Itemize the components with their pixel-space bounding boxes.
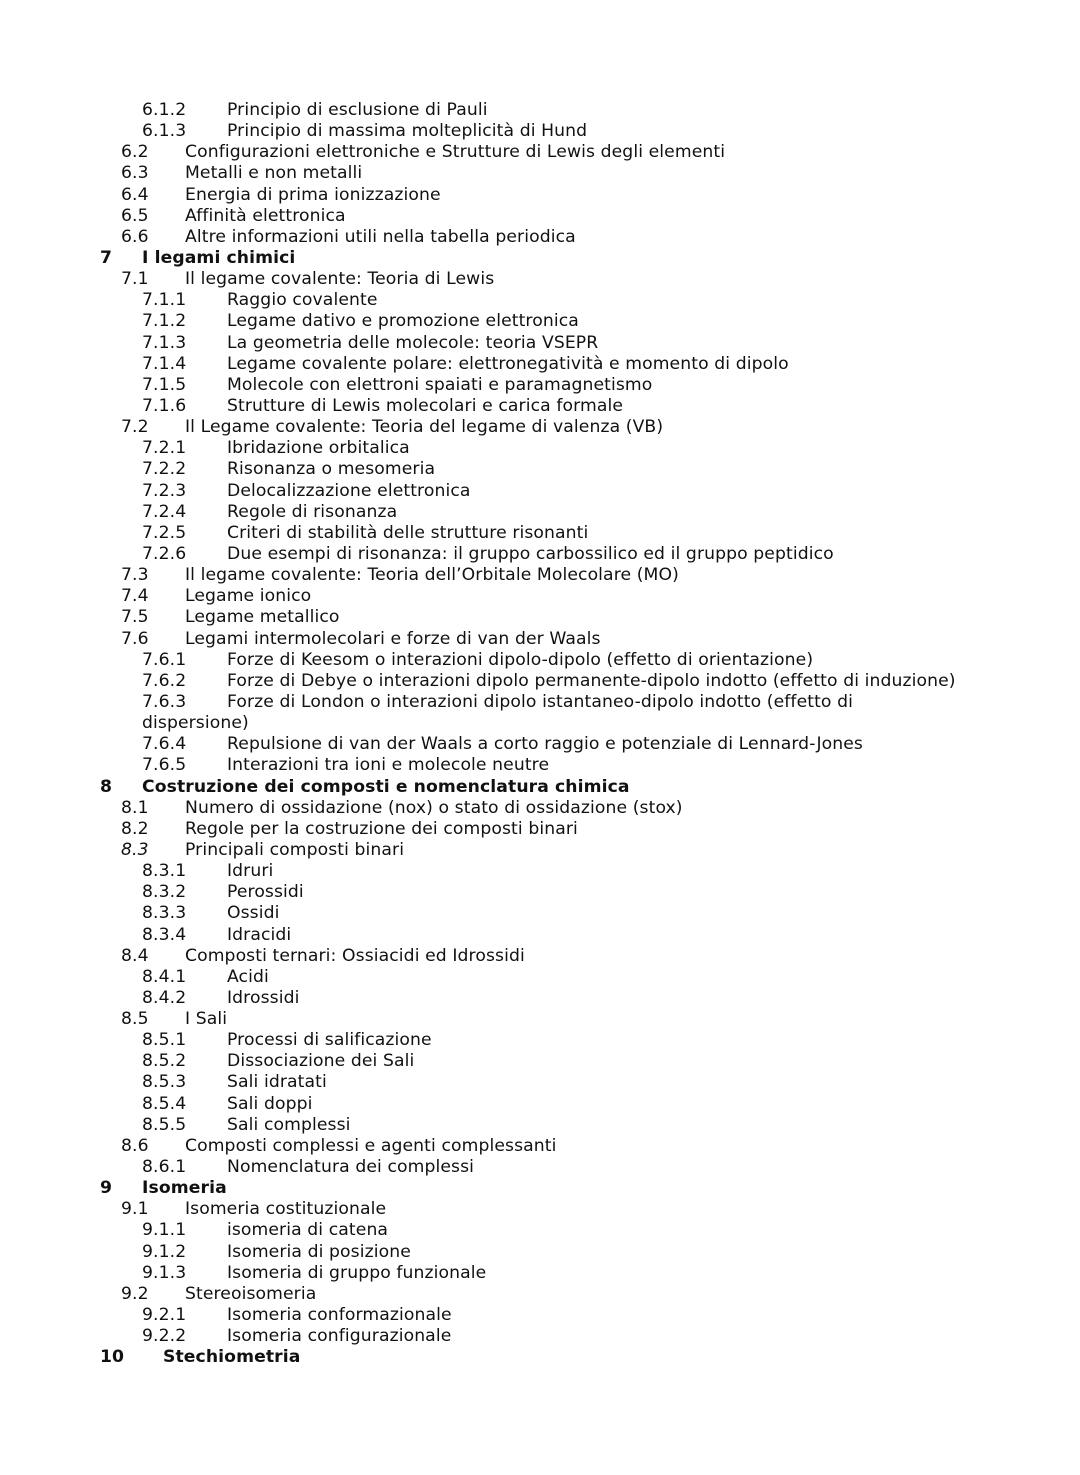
toc-entry-title: Metalli e non metalli (185, 163, 363, 184)
toc-subsection[interactable] (100, 481, 1000, 502)
toc-subsection[interactable] (100, 1157, 1000, 1178)
toc-entry-number: 7.1.6 (142, 395, 187, 416)
toc-entry-number: 7.1.2 (142, 311, 187, 332)
toc-entry-title: Idracidi (227, 924, 292, 945)
toc-entry-title: Energia di prima ionizzazione (185, 184, 441, 205)
toc-entry-number: 8.4 (121, 945, 149, 966)
toc-entry-number: 8.5.5 (142, 1114, 187, 1135)
toc-subsection[interactable] (100, 650, 1000, 671)
toc-section[interactable] (100, 607, 1000, 628)
toc-entry-number: 8.3 (121, 839, 149, 860)
toc-entry-title: Principali composti binari (185, 839, 405, 860)
toc-subsection[interactable] (100, 100, 1000, 121)
toc-entry-title: Affinità elettronica (185, 205, 346, 226)
toc-entry-title: Configurazioni elettroniche e Strutture di Lewis degli elementi (185, 142, 726, 163)
toc-entry-title: Ibridazione orbitalica (227, 438, 410, 459)
toc-entry-number: 7 (100, 247, 113, 268)
toc-section[interactable] (100, 629, 1000, 650)
toc-entry-title: Ossidi (227, 903, 280, 924)
toc-entry-title: Principio di massima molteplicità di Hund (227, 121, 588, 142)
toc-entry-number: 7.2.1 (142, 438, 187, 459)
toc-entry-title: Dissociazione dei Sali (227, 1051, 415, 1072)
toc-subsection[interactable] (100, 1242, 1000, 1263)
toc-section[interactable] (100, 1136, 1000, 1157)
toc-subsection[interactable] (100, 903, 1000, 924)
toc-subsection[interactable] (100, 375, 1000, 396)
toc-entry-number: 9.2.2 (142, 1326, 187, 1347)
toc-entry-number: 8.5.3 (142, 1072, 187, 1093)
toc-entry-title: Il Legame covalente: Teoria del legame di valenza (VB) (185, 417, 664, 438)
toc-subsection[interactable] (100, 1115, 1000, 1136)
toc-entry-number: 8.5.2 (142, 1051, 187, 1072)
toc-entry-title: Legami intermolecolari e forze di van der Waals (185, 628, 601, 649)
toc-section[interactable] (100, 1009, 1000, 1030)
toc-entry-number: 6.3 (121, 163, 149, 184)
toc-entry-title: Processi di salificazione (227, 1030, 432, 1051)
toc-entry-title: Molecole con elettroni spaiati e paramagnetismo (227, 374, 653, 395)
toc-entry-number: 7.1.3 (142, 332, 187, 353)
toc-entry-title: Interazioni tra ioni e molecole neutre (227, 755, 550, 776)
toc-chapter[interactable] (100, 1178, 1000, 1199)
toc-entry-title: Stereoisomeria (185, 1283, 317, 1304)
toc-entry-number: 7.2.4 (142, 501, 187, 522)
toc-entry-title: Costruzione dei composti e nomenclatura chimica (142, 776, 630, 797)
toc-subsection[interactable] (100, 1305, 1000, 1326)
toc-subsection[interactable] (100, 121, 1000, 142)
toc-subsection[interactable] (100, 396, 1000, 417)
toc-subsection[interactable] (100, 1094, 1000, 1115)
toc-subsection[interactable] (100, 1220, 1000, 1241)
toc-section[interactable] (100, 586, 1000, 607)
toc-entry-number: 8.6.1 (142, 1157, 187, 1178)
toc-entry-title: Nomenclatura dei complessi (227, 1157, 475, 1178)
toc-entry-title: Il legame covalente: Teoria di Lewis (185, 269, 495, 290)
toc-section[interactable] (100, 163, 1000, 184)
toc-entry-title: Forze di London o interazioni dipolo istantaneo-dipolo indotto (effetto di (227, 691, 853, 712)
toc-section[interactable] (100, 206, 1000, 227)
toc-entry-number: 8.5.4 (142, 1093, 187, 1114)
toc-entry-number: 7.2.6 (142, 543, 187, 564)
toc-subsection[interactable] (100, 438, 1000, 459)
toc-subsection[interactable] (100, 311, 1000, 332)
toc-entry-title: Raggio covalente (227, 290, 378, 311)
toc-entry-number: 8.6 (121, 1135, 149, 1156)
toc-entry-number: 7.2.5 (142, 522, 187, 543)
toc-subsection[interactable] (100, 734, 1000, 755)
toc-section[interactable] (100, 269, 1000, 290)
toc-entry-number: 6.5 (121, 205, 149, 226)
toc-subsection[interactable] (100, 692, 1000, 734)
toc-entry-title: Perossidi (227, 882, 304, 903)
toc-entry-number: 7.6 (121, 628, 149, 649)
toc-entry-number: 8 (100, 776, 113, 797)
toc-section[interactable] (100, 1284, 1000, 1305)
toc-entry-title: Isomeria costituzionale (185, 1199, 387, 1220)
toc-entry-title: Composti complessi e agenti complessanti (185, 1135, 557, 1156)
toc-entry-number: 7.2.2 (142, 459, 187, 480)
toc-entry-title: I Sali (185, 1009, 228, 1030)
toc-subsection[interactable] (100, 1326, 1000, 1347)
toc-subsection[interactable] (100, 925, 1000, 946)
toc-subsection[interactable] (100, 290, 1000, 311)
toc-entry-number: 8.1 (121, 797, 149, 818)
toc-entry-title: Legame covalente polare: elettronegatività e momento di dipolo (227, 353, 789, 374)
toc-subsection[interactable] (100, 882, 1000, 903)
toc-entry-number: 7.2.3 (142, 480, 187, 501)
toc-subsection[interactable] (100, 861, 1000, 882)
toc-entry-title: Strutture di Lewis molecolari e carica formale (227, 395, 624, 416)
toc-entry-number: 7.5 (121, 607, 149, 628)
toc-section[interactable] (100, 819, 1000, 840)
toc-entry-title: Numero di ossidazione (nox) o stato di ossidazione (stox) (185, 797, 683, 818)
toc-entry-title: Il legame covalente: Teoria dell’Orbitale Molecolare (MO) (185, 565, 679, 586)
toc-entry-number: 7.3 (121, 565, 149, 586)
toc-entry-number: 7.1.1 (142, 290, 187, 311)
toc-section[interactable] (100, 565, 1000, 586)
toc-section[interactable] (100, 185, 1000, 206)
toc-entry-title: Forze di Debye o interazioni dipolo permanente-dipolo indotto (effetto di induzione) (227, 670, 956, 691)
toc-chapter[interactable] (100, 777, 1000, 798)
toc-entry-number: 8.3.2 (142, 882, 187, 903)
toc-chapter[interactable] (100, 248, 1000, 269)
toc-chapter[interactable] (100, 1347, 1000, 1368)
toc-entry-number: 8.5 (121, 1009, 149, 1030)
toc-entry-title: I legami chimici (142, 247, 296, 268)
toc-entry-title: Idrossidi (227, 987, 300, 1008)
toc-entry-number: 7.6.2 (142, 670, 187, 691)
toc-entry-title: Due esempi di risonanza: il gruppo carbossilico ed il gruppo peptidico (227, 543, 834, 564)
toc-subsection[interactable] (100, 755, 1000, 776)
toc-entry-title: Repulsione di van der Waals a corto raggio e potenziale di Lennard-Jones (227, 734, 863, 755)
toc-entry-title: Legame dativo e promozione elettronica (227, 311, 579, 332)
toc-subsection[interactable] (100, 523, 1000, 544)
toc-entry-title: Isomeria (142, 1178, 227, 1199)
toc-subsection[interactable] (100, 671, 1000, 692)
toc-entry-title: Isomeria conformazionale (227, 1305, 452, 1326)
toc-entry-title: Forze di Keesom o interazioni dipolo-dipolo (effetto di orientazione) (227, 649, 814, 670)
toc-entry-number: 8.3.1 (142, 861, 187, 882)
toc-entry-number: 6.1.2 (142, 100, 187, 120)
toc-entry-title-continuation: dispersione) (142, 713, 249, 734)
toc-entry-title: isomeria di catena (227, 1220, 389, 1241)
toc-subsection[interactable] (100, 1030, 1000, 1051)
toc-entry-title: Criteri di stabilità delle strutture risonanti (227, 522, 589, 543)
toc-entry-number: 9.2.1 (142, 1305, 187, 1326)
toc-subsection[interactable] (100, 502, 1000, 523)
toc-subsection[interactable] (100, 354, 1000, 375)
toc-entry-title: Isomeria di gruppo funzionale (227, 1262, 487, 1283)
toc-section[interactable] (100, 798, 1000, 819)
toc-subsection[interactable] (100, 967, 1000, 988)
toc-entry-number: 7.6.1 (142, 649, 187, 670)
toc-entry-number: 8.3.4 (142, 924, 187, 945)
toc-entry-title: Principio di esclusione di Pauli (227, 100, 488, 120)
toc-section[interactable] (100, 227, 1000, 248)
toc-entry-title: Regole di risonanza (227, 501, 398, 522)
toc-entry-title: Sali complessi (227, 1114, 351, 1135)
toc-entry-number: 9.1 (121, 1199, 149, 1220)
toc-entry-number: 7.6.3 (142, 691, 187, 712)
toc-entry-number: 6.2 (121, 142, 149, 163)
toc-section[interactable] (100, 142, 1000, 163)
toc-entry-number: 8.4.2 (142, 987, 187, 1008)
toc-entry-title: Isomeria configurazionale (227, 1326, 452, 1347)
toc-entry-number: 9.1.3 (142, 1262, 187, 1283)
toc-subsection[interactable] (100, 988, 1000, 1009)
toc-entry-title: Risonanza o mesomeria (227, 459, 436, 480)
toc-subsection[interactable] (100, 1051, 1000, 1072)
toc-section[interactable] (100, 840, 1000, 861)
toc-entry-number: 7.1.5 (142, 374, 187, 395)
table-of-contents (100, 100, 1000, 1368)
toc-entry-title: Isomeria di posizione (227, 1241, 411, 1262)
toc-section[interactable] (100, 417, 1000, 438)
toc-entry-number: 7.4 (121, 586, 149, 607)
toc-entry-number: 6.6 (121, 226, 149, 247)
toc-subsection[interactable] (100, 1072, 1000, 1093)
toc-entry-title: Composti ternari: Ossiacidi ed Idrossidi (185, 945, 525, 966)
toc-entry-number: 7.1.4 (142, 353, 187, 374)
toc-entry-title: Legame ionico (185, 586, 312, 607)
toc-entry-number: 6.1.3 (142, 121, 187, 142)
toc-entry-number: 8.4.1 (142, 966, 187, 987)
toc-entry-title: Regole per la costruzione dei composti binari (185, 818, 578, 839)
toc-entry-title: Delocalizzazione elettronica (227, 480, 471, 501)
toc-entry-number: 7.6.5 (142, 755, 187, 776)
toc-entry-number: 7.1 (121, 269, 149, 290)
toc-entry-number: 8.2 (121, 818, 149, 839)
toc-section[interactable] (100, 1199, 1000, 1220)
toc-section[interactable] (100, 946, 1000, 967)
toc-entry-number: 7.2 (121, 417, 149, 438)
toc-entry-number: 9.1.1 (142, 1220, 187, 1241)
toc-entry-title: Legame metallico (185, 607, 340, 628)
toc-subsection[interactable] (100, 1263, 1000, 1284)
toc-entry-number: 7.6.4 (142, 734, 187, 755)
toc-entry-title: Altre informazioni utili nella tabella periodica (185, 226, 576, 247)
toc-entry-number: 8.5.1 (142, 1030, 187, 1051)
toc-entry-title: Acidi (227, 966, 269, 987)
toc-entry-number: 9.2 (121, 1283, 149, 1304)
toc-entry-title: Idruri (227, 861, 274, 882)
toc-entry-number: 6.4 (121, 184, 149, 205)
toc-entry-number: 9 (100, 1178, 113, 1199)
toc-entry-number: 10 (100, 1347, 125, 1368)
toc-subsection[interactable] (100, 544, 1000, 565)
toc-subsection[interactable] (100, 333, 1000, 354)
toc-entry-title: Sali doppi (227, 1093, 313, 1114)
toc-entry-number: 9.1.2 (142, 1241, 187, 1262)
toc-entry-number: 8.3.3 (142, 903, 187, 924)
toc-entry-title: La geometria delle molecole: teoria VSEPR (227, 332, 599, 353)
toc-entry-title: Stechiometria (163, 1347, 301, 1368)
toc-entry-title: Sali idratati (227, 1072, 327, 1093)
toc-subsection[interactable] (100, 459, 1000, 480)
